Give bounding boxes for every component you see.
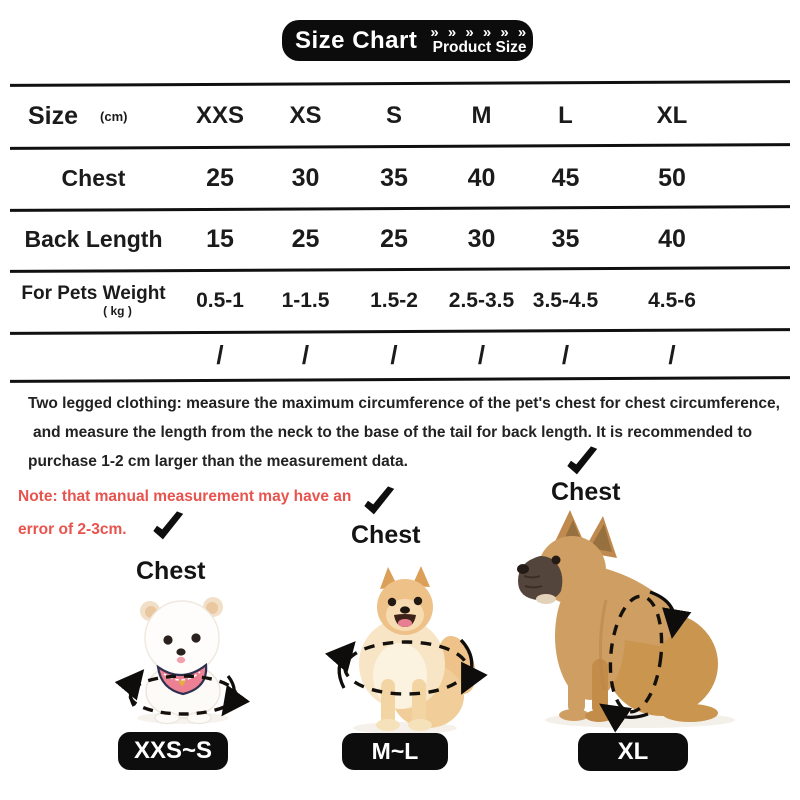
table-cell: / <box>216 339 224 370</box>
bib-heart-icon: ♥ <box>178 676 186 690</box>
weight-unit-label: ( kg ) <box>103 303 132 318</box>
table-cell: 40 <box>658 224 686 253</box>
table-row-empty <box>10 333 736 377</box>
table-cell: 1-1.5 <box>281 288 330 312</box>
column-header-xl: XL <box>656 102 688 129</box>
table-cell: 0.5-1 <box>196 288 244 312</box>
row-label-chest: Chest <box>61 164 126 191</box>
size-range-badge-xxs-s: XXS~S <box>118 732 228 770</box>
table-cell: 25 <box>291 224 320 253</box>
table-cell: 4.5-6 <box>648 288 696 312</box>
table-rule <box>10 143 790 150</box>
table-row-chest <box>10 150 736 206</box>
table-cell: / <box>390 339 398 370</box>
table-cell: / <box>301 339 310 370</box>
header-badge <box>282 20 533 61</box>
column-header-m: M <box>471 102 492 129</box>
table-cell: 25 <box>380 224 408 253</box>
table-row-weight <box>10 272 736 329</box>
table-cell: 1.5-2 <box>370 288 418 312</box>
note-line: error of 2-3cm. <box>18 521 127 538</box>
table-cell: / <box>668 339 676 370</box>
header-subtitle: Product Size <box>432 38 527 56</box>
table-header-row <box>10 88 736 144</box>
table-cell: 50 <box>658 163 686 192</box>
table-cell: / <box>561 339 570 370</box>
measure-arrow <box>228 676 234 706</box>
size-table <box>10 82 790 382</box>
column-header-xxs: XXS <box>195 102 245 129</box>
size-range-badge-m-l: M~L <box>342 733 448 770</box>
chevrons-icon: » » » » » » <box>430 23 529 41</box>
table-cell: 3.5-4.5 <box>532 288 599 312</box>
size-range-badge-xl: XL <box>578 733 688 771</box>
check-arrow-icon <box>564 446 600 476</box>
instructions-line: and measure the length from the neck to the base of the tail for back length. It is recommended to <box>33 424 753 441</box>
chest-pointer-label: Chest <box>136 557 206 585</box>
check-arrow-icon <box>361 486 397 516</box>
table-cell: 30 <box>291 163 320 192</box>
table-cell: 45 <box>551 163 580 192</box>
size-unit-label: (cm) <box>100 108 128 124</box>
table-cell: 35 <box>380 163 408 192</box>
size-label: Size <box>28 101 79 130</box>
table-cell: 2.5-3.5 <box>448 288 515 312</box>
column-header-xs: XS <box>289 102 322 129</box>
table-cell: 30 <box>467 224 496 253</box>
instructions-line: purchase 1-2 cm larger than the measurement data. <box>28 453 408 470</box>
dog-illustration-fawn-french-bulldog <box>510 504 750 736</box>
table-cell: / <box>477 339 486 370</box>
instructions-line: Two legged clothing: measure the maximum circumference of the pet's chest for chest circumference, <box>28 395 780 412</box>
check-arrow-icon <box>150 511 186 541</box>
chest-pointer-label: Chest <box>551 478 621 506</box>
table-cell: 15 <box>206 224 234 253</box>
dog-illustration-white-pomeranian-puppy <box>124 594 244 726</box>
row-label-weight: For Pets Weight <box>21 282 166 304</box>
note-line: Note: that manual measurement may have an <box>18 488 352 505</box>
instructions-text <box>28 389 788 476</box>
row-label-back-length: Back Length <box>24 225 163 252</box>
column-header-l: L <box>558 102 573 129</box>
column-header-s: S <box>385 102 402 129</box>
table-cell: 35 <box>551 224 580 253</box>
table-row-back-length <box>10 211 736 267</box>
table-cell: 25 <box>206 163 234 192</box>
measurement-note <box>18 480 388 546</box>
dog-illustration-cream-pomeranian <box>329 563 485 736</box>
table-rule <box>10 80 790 87</box>
table-cell: 40 <box>467 163 496 192</box>
chest-pointer-label: Chest <box>351 521 421 549</box>
table-rule <box>10 376 790 383</box>
page-title: Size Chart <box>295 26 418 54</box>
